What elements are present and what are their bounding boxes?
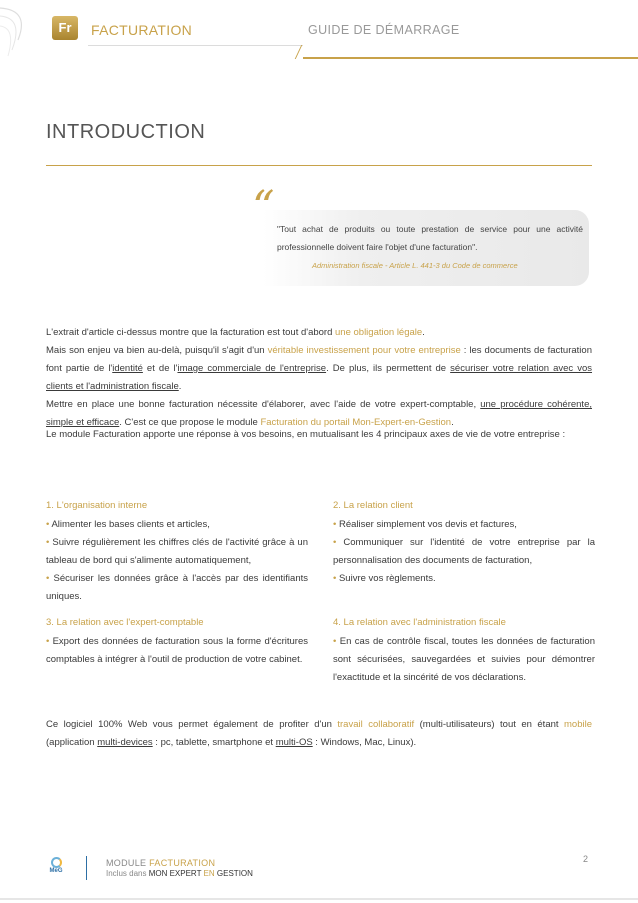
meg-logo-icon (46, 857, 66, 874)
text-span: . (178, 381, 182, 392)
bullet-icon: • (333, 519, 339, 530)
bullet-text: Suivre régulièrement les chiffres clés de l'activité grâce à un tableau de bord qui s'alimente automatiquement, (46, 537, 308, 566)
page-header (0, 0, 638, 62)
underlined-image-commerciale: image commerciale de l'entreprise (177, 363, 327, 374)
bullet-text: Suivre vos règlements. (338, 573, 436, 584)
text-span: Ce logiciel 100% Web vous permet également de profiter d'un (46, 719, 338, 730)
page-number: 2 (583, 854, 589, 864)
underlined-multi-devices: multi-devices (97, 737, 153, 748)
footer-included (106, 869, 253, 878)
axis-heading: 1. L'organisation interne (46, 500, 148, 511)
quote-source: Administration fiscale - Article L. 441-3 du Code de commerce (312, 261, 518, 270)
bullet-text: Sécuriser les données grâce à l'accès par des identifiants uniques. (46, 573, 308, 602)
footer-included-label: Inclus dans (106, 869, 147, 878)
axis-heading: 4. La relation avec l'administration fiscale (333, 617, 506, 628)
facturation-logo-icon: Fr (52, 16, 78, 40)
axis-bullet (333, 516, 595, 534)
axis-bullet (46, 534, 308, 570)
title-rule (46, 165, 592, 166)
axis-bullet (333, 534, 595, 570)
axis-expert-comptable (46, 614, 308, 669)
highlight-mobile: mobile (564, 719, 593, 730)
axis-bullet (333, 570, 595, 588)
axis-bullet (333, 633, 595, 687)
decorative-swirl (0, 0, 60, 60)
text-span: Mais son enjeu va bien au-delà, puisqu'il s'agit d'un (46, 345, 268, 356)
text-span: Mettre en place une bonne facturation nécessite d'élaborer, avec l'aide de votre expert-comptable, (46, 399, 481, 410)
intro-paragraph (46, 324, 592, 432)
text-span: . (422, 327, 425, 338)
closing-paragraph (46, 716, 592, 752)
axes-intro-paragraph: Le module Facturation apporte une réponse à vos besoins, en mutualisant les 4 principaux axes de vie de votre entreprise : (46, 429, 566, 440)
footer-en: EN (203, 869, 215, 878)
header-guide-label: GUIDE DE DÉMARRAGE (308, 23, 460, 37)
footer-mon-expert: MON EXPERT (148, 869, 202, 878)
bullet-icon: • (333, 573, 339, 584)
bullet-icon: • (46, 573, 54, 584)
quote-text: "Tout achat de produits ou toute prestation de service pour une activité professionnelle doivent faire l'objet d'une facturation". (277, 224, 583, 252)
header-gold-rule (303, 57, 638, 59)
text-span: : les documents de facturation font partie de l' (46, 345, 592, 374)
text-span: (multi-utilisateurs) tout en étant (414, 719, 565, 730)
underlined-multi-os: multi-OS (275, 737, 313, 748)
footer-gestion: GESTION (216, 869, 253, 878)
bullet-icon: • (333, 537, 344, 548)
footer-rule (0, 898, 638, 900)
highlight-investissement: véritable investissement pour votre entreprise (267, 345, 461, 356)
text-span: L'extrait d'article ci-dessus montre que la facturation est tout d'abord (46, 327, 336, 338)
footer-module (106, 858, 215, 868)
bullet-icon: • (333, 636, 340, 647)
bullet-text: En cas de contrôle fiscal, toutes les données de facturation sont sécurisées, sauvegardées et suivies pour démontrer l'exactitude et la sincérité de vos déclarations. (333, 636, 595, 683)
bullet-text: Alimenter les bases clients et articles, (51, 519, 210, 530)
footer-module-name: FACTURATION (149, 858, 216, 868)
underlined-procedure: une procédure cohérente, simple et efficace (46, 399, 592, 428)
highlight-obligation: une obligation légale (335, 327, 423, 338)
underlined-securiser: sécuriser votre relation avec vos clients et l'administration fiscale (46, 363, 593, 392)
axis-heading: 2. La relation client (333, 500, 413, 511)
axis-bullet (46, 570, 308, 606)
meg-logo-text: MeG (49, 868, 63, 874)
underlined-identite: identité (112, 363, 143, 374)
quote-mark-icon: “ (252, 182, 275, 233)
text-span: . De plus, ils permettent de (326, 363, 451, 374)
bullet-text: Réaliser simplement vos devis et factures, (338, 519, 517, 530)
bullet-text: Export des données de facturation sous la forme d'écritures comptables à intégrer à l'outil de production de votre cabinet. (46, 636, 308, 665)
axis-heading: 3. La relation avec l'expert-comptable (46, 617, 204, 628)
axis-bullet (46, 516, 308, 534)
header-title: FACTURATION (91, 22, 193, 38)
text-span: et de l' (142, 363, 178, 374)
text-span: : pc, tablette, smartphone et (152, 737, 276, 748)
axis-relation-client (333, 497, 595, 588)
text-span: (application (46, 737, 98, 748)
highlight-module-facturation: Facturation du portail Mon-Expert-en-Gestion (260, 417, 452, 428)
axis-bullet (46, 633, 308, 669)
text-span: : Windows, Mac, Linux). (312, 737, 417, 748)
bullet-icon: • (46, 537, 53, 548)
text-span: . C'est ce que propose le module (119, 417, 261, 428)
meg-ring-icon (51, 857, 62, 868)
axis-organisation-interne (46, 497, 308, 606)
footer-divider (86, 856, 87, 880)
page-title: INTRODUCTION (46, 121, 206, 143)
axis-administration-fiscale (333, 614, 595, 687)
bullet-icon: • (46, 636, 53, 647)
header-divider (88, 45, 303, 46)
bullet-text: Communiquer sur l'identité de votre entreprise par la personnalisation des documents de facturation, (333, 537, 596, 566)
footer-module-label: MODULE (106, 858, 147, 868)
highlight-travail-collaboratif: travail collaboratif (337, 719, 415, 730)
bullet-icon: • (46, 519, 52, 530)
text-span: . (451, 417, 454, 428)
